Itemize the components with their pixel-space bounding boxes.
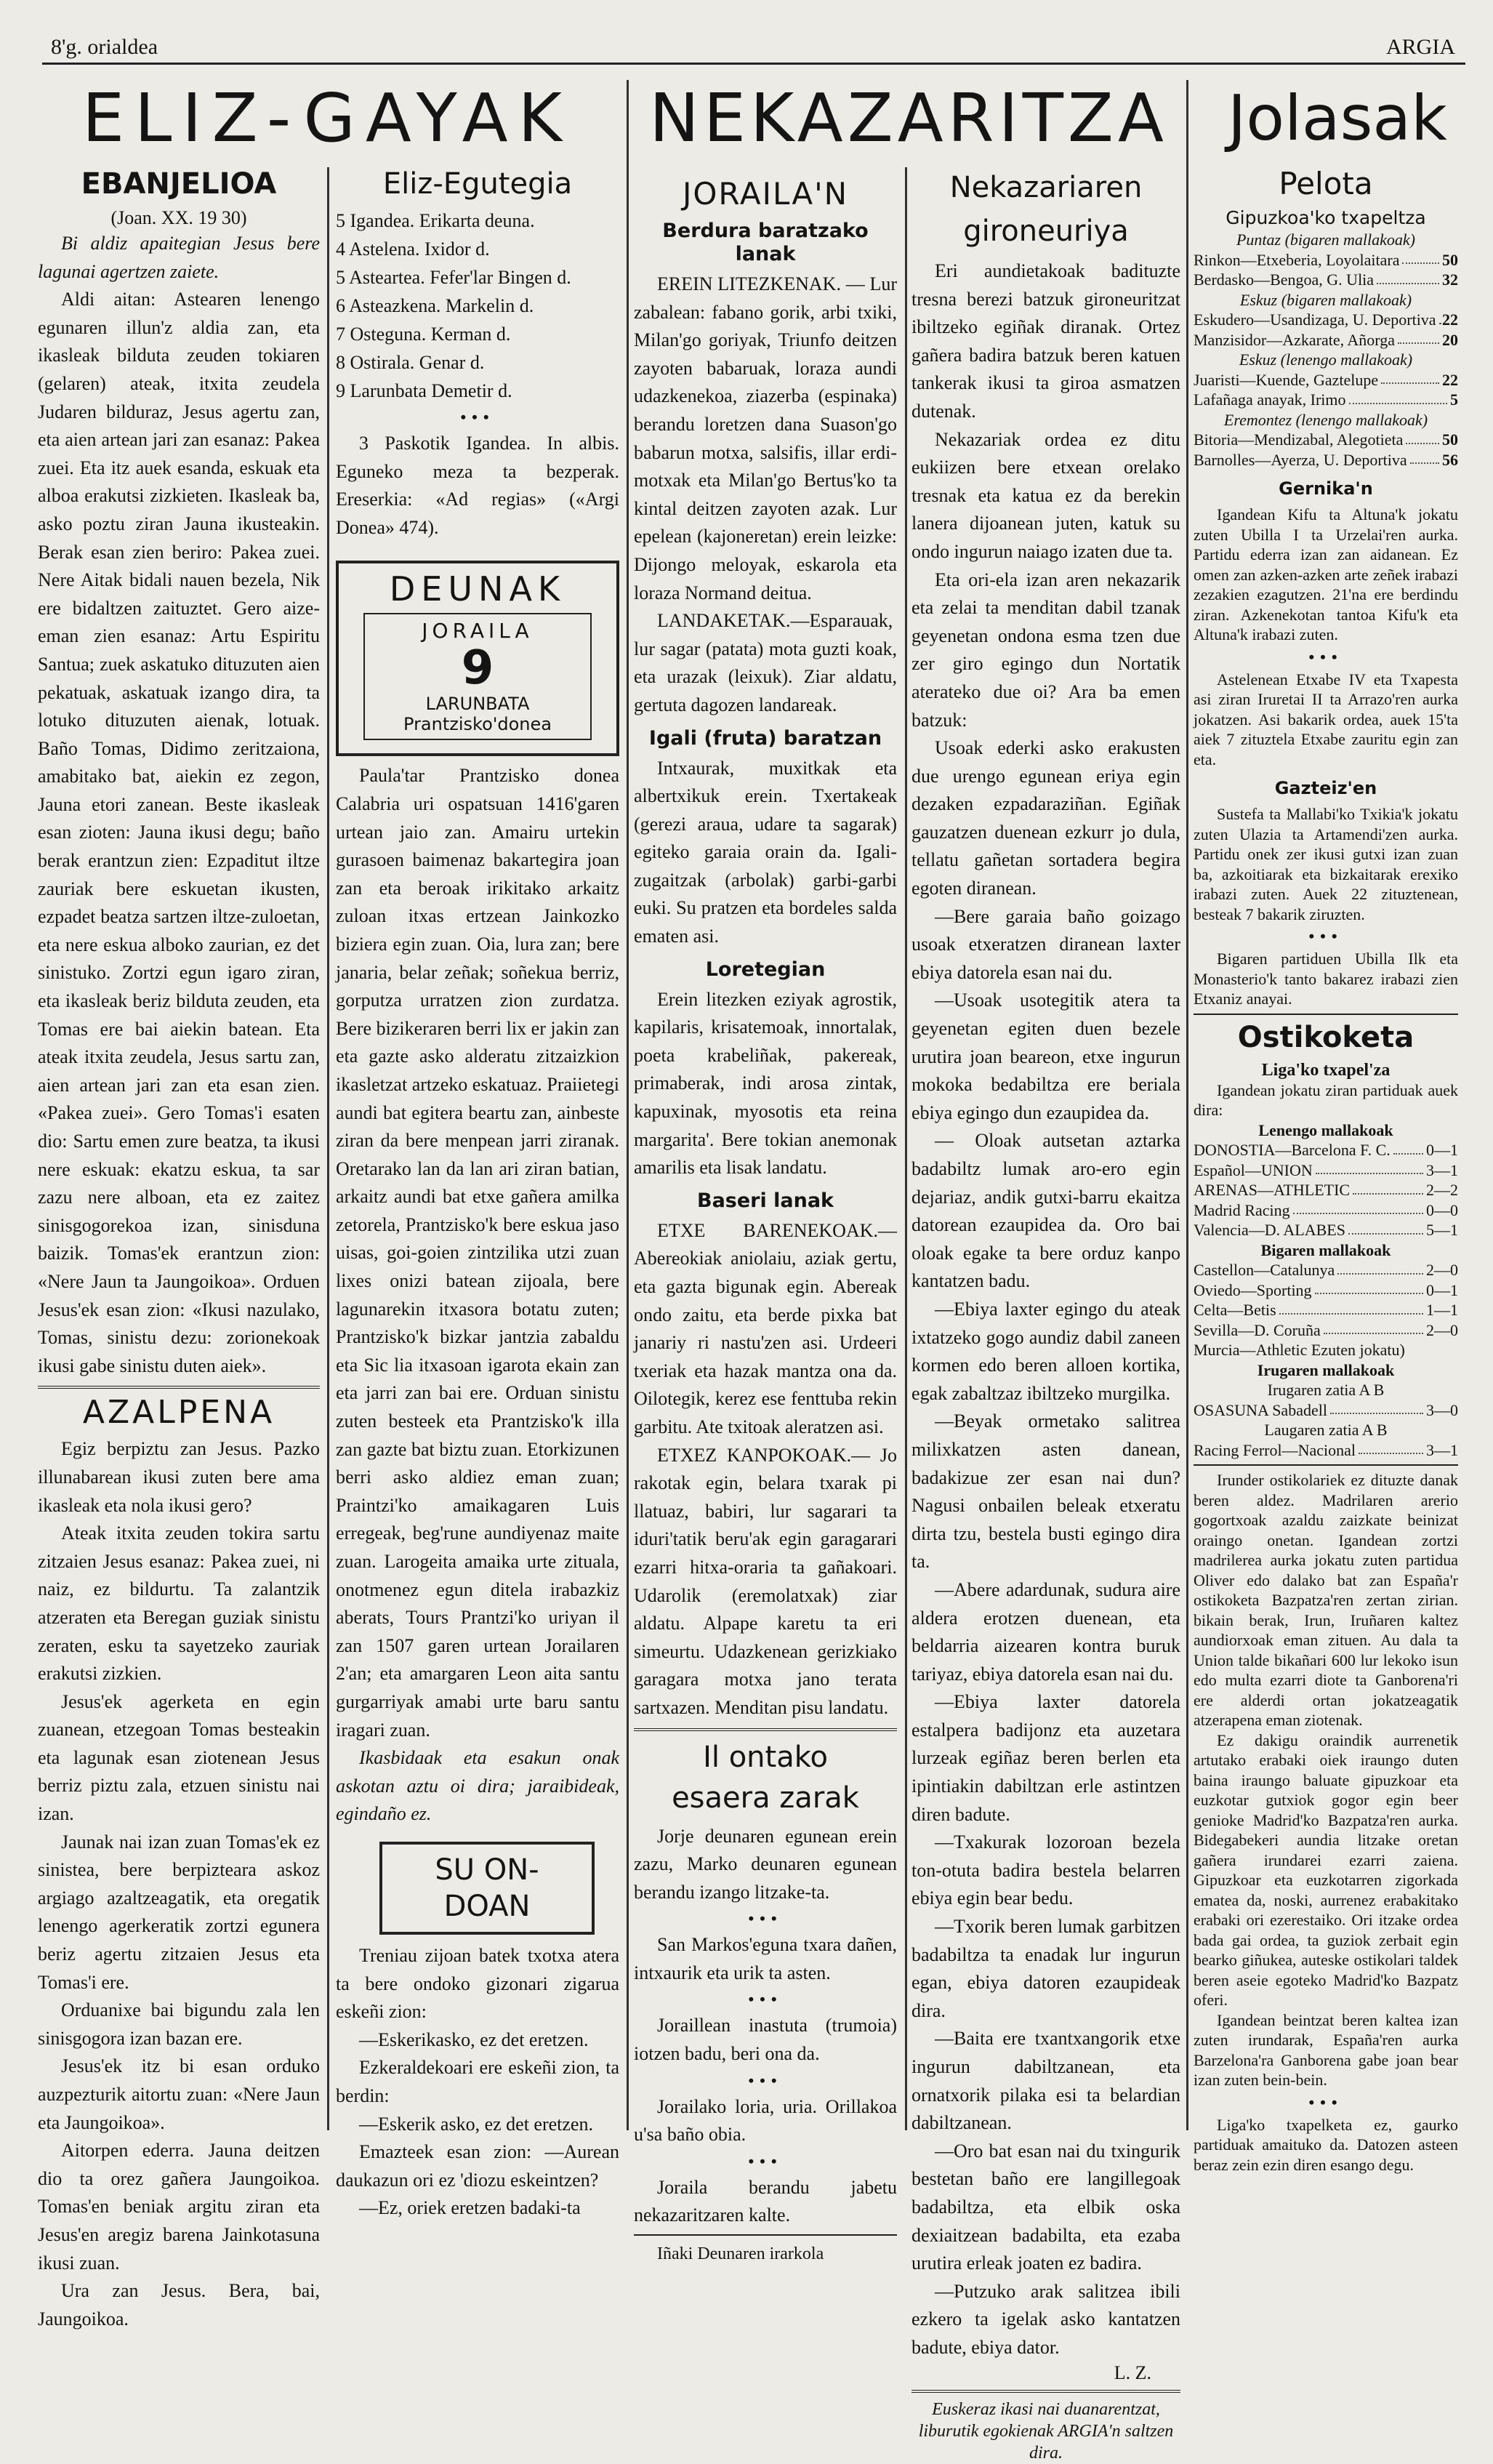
gernika-subtitle: Gernika'n [1279, 478, 1373, 499]
liga-subtitle: Liga'ko txapel'za [1261, 1060, 1391, 1080]
match-row [1194, 1280, 1458, 1301]
gipuzkoa-subtitle: Gipuzkoa'ko txapeltza [1226, 207, 1426, 228]
result-score: 20 [1442, 330, 1458, 349]
loretegi-paragraph: Erein litezken eziyak agrostik, kapilaris, krisatemoak, innortalak, poeta krabeliñak, pakereak, primaberak, indi arosa zintak, kapuxinak, myosotis eta reina margarita'. Bere tokian anemonak amarilis eta lisak landatu. [634, 988, 897, 1179]
weather-paragraph: —Ebiya laxter egingo du ateak ixtatzeko gogo aundiz dabil zaneen kormen edo beren alloen kortika, egak zabaltzaz ibiltzeko murgilka. [912, 1298, 1180, 1404]
column-rule [627, 80, 629, 2130]
match-score: 3—1 [1426, 1160, 1458, 1179]
category-label: Eremontez (lenengo mallakoak) [1223, 410, 1428, 429]
weekday-label: LARUNBATA [425, 694, 530, 715]
berdura-paragraph: LANDAKETAK.—Esparauak, lur sagar (patata) mota guzti koak, eta urazak (leixuk). Ziar aldatu, gertuta dagozen landareak. [634, 610, 897, 715]
calendar-day: 4 Astelena. Ixidor d. [336, 238, 490, 260]
result-name: Lafañaga anayak, Irimo [1194, 390, 1346, 409]
match-teams: Sevilla—D. Coruña [1194, 1320, 1321, 1339]
match-teams: DONOSTIA—Barcelona F. C. [1194, 1141, 1391, 1159]
joke-paragraph: —Eskerikasko, ez det eretzen. [359, 2028, 589, 2050]
match-teams: Racing Ferrol—Nacional [1194, 1440, 1356, 1459]
column-rule [905, 167, 907, 2130]
match-score: 0—1 [1426, 1280, 1458, 1299]
result-name: Rinkon—Etxeberia, Loyolaitara [1194, 250, 1400, 269]
gazteiz-subtitle: Gazteiz'en [1274, 778, 1377, 798]
weather-paragraph: —Oro bat esan nai du txingurik bestetan baño ere langillegoak badabiltza, eta elbik oska dexiaitzean badabilta, eta ezaba urutira erleak joaten ez badira. [912, 2140, 1180, 2274]
ornament-stars: ••• [460, 408, 495, 426]
church-calendar [336, 206, 619, 405]
proverb: Joraila berandu jabetu nekazaritzaren kalte. [634, 2176, 897, 2226]
gernika-paragraph: Astelenean Etxabe IV eta Txapesta asi ziran Iruretai II ta Arrazo'ren aurka jokatzen. Asi bakarik ordea, auek 15'ta aiek 7 zituztela Etxabe zauritu egin zan eta. [1194, 670, 1458, 769]
gironeuriya-title: Nekazariaren gironeuriya [949, 171, 1143, 248]
match-score: 2—0 [1426, 1261, 1458, 1279]
column-ebanjelioa [38, 166, 320, 2329]
azalpena-paragraph: Jaunak nai izan zuan Tomas'ek ez sinistea, bere berpizteara askoz argiago azaltzeagatik, eta oregatik lenengo agerkeratik zortzi egunera beriz agertu zitzaien Jesus eta Tomas'i ere. [38, 1831, 320, 1993]
berdura-subtitle: Berdura baratzako lanak [662, 220, 869, 265]
match-score: 1—1 [1426, 1301, 1458, 1319]
proverb: Joraillean inastuta (trumoia) iotzen badu, beri ona da. [634, 2015, 897, 2065]
joke-paragraph: —Ez, oriek eretzen badaki-ta [359, 2197, 581, 2219]
calendar-day: 9 Larunbata Demetir d. [336, 380, 512, 401]
group-label: Laugaren zatia A B [1264, 1421, 1388, 1439]
result-row [1194, 330, 1458, 350]
saint-moral: Ikasbidaak eta esakun onak askotan aztu oi dira; jaraibideak, egindaño ez. [336, 1747, 619, 1825]
result-row [1194, 370, 1458, 390]
result-name: Berdasko—Bengoa, G. Ulia [1194, 270, 1375, 289]
weather-paragraph: Nekazariak ordea ez ditu eukiizen bere etxean orelako tresnak eta katua ez da berekin lanera dijoanean juten, katuk su ondo ingurun naiago izaten due ta. [912, 428, 1180, 562]
result-row [1194, 250, 1458, 270]
match-teams: Español—UNION [1194, 1160, 1313, 1179]
match-row [1194, 1320, 1458, 1341]
suondoan-title: SU ON- DOAN [435, 1853, 539, 1923]
weather-paragraph: — Oloak autsetan aztarka badabiltz lumak aro-ero egin dejariaz, andik gutxi-barru ekaitza datorean ezaupidea da. Oro bai oloak egake ta bere orduz kanpo kantatzen badu. [912, 1130, 1180, 1292]
football-paragraph: Liga'ko txapelketa ez, gaurko partiduak amaituko da. Datozen asteen beraz zein ezin diren esango degu. [1194, 2115, 1458, 2174]
divider [1194, 1464, 1458, 1466]
section-title-eliz: ELIZ-GAYAK [82, 79, 572, 157]
calendar-day: 7 Osteguna. Kerman d. [336, 324, 511, 345]
result-score: 22 [1442, 370, 1458, 389]
result-row [1194, 270, 1458, 290]
loretegi-subtitle: Loretegian [705, 958, 826, 981]
category-label: Eskuz (bigaren mallakoak) [1239, 290, 1412, 309]
joraila-title: JORAILA'N [682, 176, 849, 212]
joke-paragraph: Ezkeraldekoari ere eskeñi zion, ta berdin: [336, 2057, 619, 2106]
column-joraila [634, 166, 897, 2264]
match-note: Murcia—Athletic Ezuten jokatu) [1194, 1341, 1405, 1359]
match-score: 0—0 [1426, 1200, 1458, 1219]
ornament-stars: ••• [748, 1909, 783, 1928]
division-label: Lenengo mallakoak [1258, 1120, 1393, 1139]
column-rule [327, 167, 329, 2130]
author-signature: L. Z. [1114, 2361, 1151, 2383]
deunak-title: DEUNAK [389, 569, 566, 609]
weather-paragraph: Eta ori-ela izan aren nekazarik eta zelai ta menditan dabil tzanak geyenetan ondona esma tzen due zer giro egingo dun Nortatik aterateko due oi? Ara ba emen batzuk: [912, 569, 1180, 731]
match-row [1194, 1400, 1458, 1421]
match-row [1194, 1260, 1458, 1280]
result-score: 22 [1442, 310, 1458, 329]
column-eliz-egutegia [336, 166, 619, 2219]
saint-date-box [363, 613, 592, 740]
column-jolasak [1194, 166, 1458, 2172]
column-rule [1186, 80, 1188, 2130]
match-score: 3—1 [1426, 1440, 1458, 1459]
match-row [1194, 1140, 1458, 1160]
joke-paragraph: —Eskerik asko, ez det eretzen. [359, 2113, 593, 2135]
match-score: 0—1 [1426, 1141, 1458, 1159]
weather-paragraph: —Ebiya laxter datorela estalpera badijonz eta auzetara lurzeak egiñaz beren berlen eta ipintiakin dabiltzan erle astintzen diren badute. [912, 1691, 1180, 1825]
paper-name: ARGIA [1386, 35, 1455, 59]
result-row [1194, 310, 1458, 330]
match-teams: Oviedo—Sporting [1194, 1280, 1312, 1299]
printer-credit: Iñaki Deunaren irarkola [657, 2244, 824, 2264]
match-score: 2—2 [1426, 1181, 1458, 1199]
top-rule [42, 63, 1465, 65]
match-row [1194, 1160, 1458, 1181]
football-paragraph: Igandean beintzat beren kaltea izan zuten irundarak, España'ren aurka Barzelona'ra Ganborena gabe joan bear izan zuten bein-bein. [1194, 2010, 1458, 2089]
result-name: Eskudero—Usandizaga, U. Deportiva [1194, 310, 1436, 329]
section-title-jolas: Jolasak [1228, 82, 1447, 155]
match-teams: OSASUNA Sabadell [1194, 1400, 1327, 1419]
ornament-stars: ••• [1308, 647, 1343, 666]
pasko-note: 3 Paskotik Igandea. In albis. Eguneko meza ta bezperak. Ereserkia: «Ad regias» («Argi Donea» 474). [336, 433, 619, 538]
weather-paragraph: —Txakurak lozoroan bezela ton-otuta badira bestela belarren ebiya egin bear bedu. [912, 1831, 1180, 1909]
gospel-text: Aldi aitan: Astearen lenengo egunaren illun'z aldia zan, eta ikasleak bilduta zeuden tokiaren (gelaren) ateak, itxita zeudela Judaren bilduraz, Jesus agertu zan, eta aien artean jari zan esanaz: Pakea zuei. Eta itz auek esanda, eskuak eta alboa erakutsi zizkieten. Ikasleak ba, asko poztu ziran Jauna ikusteakin. Berak esan zien beriro: Pakea zuei. Nere Aitak bidali nauen bezela, Nik ere bidaltzen zaituztet. Gero aize-eman zien esanaz: Artu Espiritu Santua; zuek askatuko dituzuten aien pekatuak, askatuak izango dira, ta lotuko dituzuten aienak, lotuak. Baño Tomas, Didimo zeritzaiona, amabitako bat, aiekin ez zegon, Jauna etori zanean. Beste ikasleak esan zioten: Jauna ikusi degu; baño berak erantzun zien: Ezpaditut iltze zauriak bere eskuetan ikusten, ezpadet beatza sartzen iltze-zuloetan, eta nere eskua alboko zaurian, ez det sinistuko. Zortzi egun igaro ziran, eta ikasleak beriz bilduta zeuden, eta Tomas ere bai aiekin batean. Eta ateak itxita zeudela, Jesus sartu zan, aien artean jari zan eta esan zien. «Pakea zuei». Gero Tomas'i esaten dio: Sartu emen zure beatza, ta ikusi nere eskuak: ekatzu eskua, ta sar zazu nere alboan, eta ez zaitez sinisgogorekoa izan, sinisduna baizik. Tomas'ek erantzun zion: «Nere Jaun ta Jaungoikoa». Orduen Jesus'ek esan zion: «Ikusi nazulako, Tomas, sinistu dezu: zorionekoak ikusi gabe sinistu duten aiek». [38, 289, 320, 1376]
calendar-day: 8 Ostirala. Genar d. [336, 352, 485, 373]
match-teams: Valencia—D. ALABES [1194, 1221, 1345, 1239]
page-number: 8'g. orialdea [51, 35, 158, 59]
saint-name: Prantzisko'donea [403, 714, 552, 735]
group-label: Irugaren zatia A B [1267, 1381, 1385, 1399]
baseri-subtitle: Baseri lanak [696, 1189, 834, 1212]
divider [912, 2390, 1180, 2393]
azalpena-paragraph: Ura zan Jesus. Bera, bai, Jaungoikoa. [38, 2280, 320, 2329]
weather-paragraph: Usoak ederki asko erakusten due urengo egunean eriya egin dezaken ezpadaraziñan. Egiñak gauzatzen duenean ezkurr jo dula, tellatu gañetan sortadera begira egoten diranean. [912, 737, 1180, 899]
joke-paragraph: Emazteek esan zion: —Aurean daukazun ori ez 'diozu eskeintzen? [336, 2141, 619, 2191]
match-score: 2—0 [1426, 1320, 1458, 1339]
liga-intro: Igandean jokatu ziran partiduak auek dira: [1194, 1080, 1458, 1119]
divider [1194, 1014, 1458, 1015]
gazteiz-paragraph: Sustefa ta Mallabi'ko Txikia'k jokatu zuten Ulazia ta Artamendi'zen aurka. Partidu onek zer ikusi gutxi izan zuan ba, azkoitiarak eta bizkaitarak erexiko irabazi zuten. Auek 22 zituztenean, besteak 7 bakarik ziruzten. [1194, 805, 1458, 923]
football-paragraph: Ez dakigu oraindik aurrenetik artutako erabaki oiek iraungo duten baina iraungo baluate gipuzkoar eta euzkotar gutxiok gogor egin beer genioke Madrid'ko Bazpatza'ren aurka. Bidegabekeri aundia litzake oretan gañera irundarei ezarri zaiena. Gipuzkoar eta euzkotarren zigorkada ematea da, noski, aurrenez erabakitako erabaki ori ezerestaiko. Ori itzake ordea bada gai ordea, ta guziok zerbait egin bearko giñukea, auteske ostikolari taldek beren aseie egoteko Madrid'ko Bazpatz oferi. [1194, 1730, 1458, 2009]
azalpena-paragraph: Jesus'ek agerketa en egin zuanean, etzegoan Tomas besteakin eta lagunak esan ziotenean Jesus berriz piztu zala, etzuen sinistu nai izan. [38, 1690, 320, 1825]
divider [38, 1386, 320, 1389]
weather-paragraph: —Usoak usotegitik atera ta geyenetan egiten duen bezele urutira joan beareon, etxe ingurun mokoka bedabiltza ere beriala ebiya egingo dun ezaupidea da. [912, 990, 1180, 1123]
match-teams: ARENAS—ATHLETIC [1194, 1181, 1351, 1199]
result-score: 56 [1442, 450, 1458, 469]
result-score: 32 [1442, 270, 1458, 289]
azalpena-paragraph: Ateak itxita zeuden tokira sartu zitzaien Jesus esanaz: Pakea zuei, ni naiz, ez bildurtu. Ta zalantzik atzeraten eta Beregan guziak sinistu zeraten, esku ta sayetzeko zauriak erakutsi zizkien. [38, 1522, 320, 1685]
deunak-box [336, 561, 619, 756]
match-row [1194, 1300, 1458, 1320]
proverb: Jorje deunaren egunean erein zazu, Marko deunaren egunean berandu izango litzake-ta. [634, 1825, 897, 1903]
match-teams: Celta—Betis [1194, 1301, 1276, 1319]
calendar-day: 5 Asteartea. Fefer'lar Bingen d. [336, 267, 571, 288]
weather-paragraph: —Abere adardunak, sudura aire aldera erotzen duenean, eta beldarria aizearen kontra buruk tariyaz, ebiya datorela esan nai du. [912, 1578, 1180, 1685]
result-score: 5 [1450, 390, 1458, 409]
gernika-paragraph: Igandean Kifu ta Altuna'k jokatu zuten Ubilla I ta Urzelai'ren aurka. Partidu ederra izan zan aidanean. Ez omen zan azken-azken arte zeñek irabazi zezakien ezagutzen. 21'na ere berdindu ziran. Azkenekotan tantoa Kifu'k eta Altuna'k irabazi zuten. [1194, 505, 1458, 643]
match-score: 3—0 [1426, 1400, 1458, 1419]
ebanjelioa-title: EBANJELIOA [81, 167, 277, 201]
divider [634, 2234, 897, 2236]
baseri-paragraph: ETXEZ KANPOKOAK.— Jo rakotak egin, belara txarak pi llatuaz, babiri, lur sagarari ta iduri'tatik beru'ak egin garagarari ezarri hitxa-oraria ta gañakoari. Udarolik (eremolatxak) ziar aldatu. Alpape karetu ta eri simeurtu. Udazkenean gerizkiako garagara motxa jano terata sartxazen. Menditan pisu landatu. [634, 1444, 897, 1718]
argia-advert: Euskeraz ikasi nai duanarentzat, liburutik egokienak ARGIA'n saltzen dira. [918, 2399, 1174, 2463]
ostikoketa-title: Ostikoketa [1237, 1020, 1414, 1054]
proverb: Jorailako loria, uria. Orillakoa u'sa baño obia. [634, 2095, 897, 2146]
gospel-intro: Bi aldiz apaitegian Jesus bere lagunai agertzen zaiete. [38, 233, 320, 282]
azalpena-paragraph: Jesus'ek itz bi esan orduko auzpezturik aitortu zuan: «Nere Jaun eta Jaungoikoa». [38, 2055, 320, 2133]
gazteiz-paragraph: Bigaren partiduen Ubilla Ilk eta Monasterio'k tanto bakarez irabazi zien Etxaniz anayai. [1194, 950, 1458, 1008]
result-name: Bitoria—Mendizabal, Alegotieta [1194, 430, 1404, 449]
weather-paragraph: Eri aundietakoak badituzte tresna berezi batzuk gironeuritzat ibiltzeko egiñak diranak. Ortez gañera badira batzuk beren katuen tankerak ikusi ta giroa asmatzen dutenak. [912, 260, 1180, 422]
azalpena-paragraph: Orduanixe bai bigundu zala len sinisgogora izan bazan ere. [38, 1999, 320, 2049]
azalpena-paragraph: Aitorpen ederra. Jauna deitzen dio ta orez gañera Jaungoikoa. Tomas'en beniak argitu ziran eta Jesus'en aregiz barena Jainkotasuna ikusi zuan. [38, 2140, 320, 2274]
result-score: 50 [1442, 250, 1458, 269]
saint-story: Paula'tar Prantzisko donea Calabria uri ospatsuan 1416'garen urtean jaio zan. Amairu urtekin gurasoen baimenaz bakartegira joan zan eta beroak irikitako arkaitz zuloan itxas ertzean Jainkozko biziera egin zuan. Oia, lura zan; bere janaria, belar zeñak; soñekua berriz, gorputza urratzen zion zurdatza. Bere bizikeraren berri lix er jakin zan eta gazte asko alderatu zitzaizkion ikasletzat artzeko eskatuaz. Praiietegi aundi bat egitera beartu zan, ainbeste ziran da bere menpean jarri ziranak. Oretarako lan da lan ari ziran batian, arkaitz aundi bat etxe gañera amilka zetorela, Prantzisko'k bere eskua jaso uisas, goi-goien zintzilika utzi zuan lixes onizi batean zijoala, bere lagunarekin itxasora botatu zuten; Prantzisko'k bizkar jantzia zabaldu eta Sic lia itxasoan igarota ekain zan eta jarri zan bai ere. Orduan sinistu zuten besteek eta Prantzisko'k illa zan gazte bat biztu zuan. Etorkizunen berri asko aldiez eman zuan; Praintzi'ko amaikagaren Luis erregeak, beg'rune aundiyenaz maite zuan. Larogeita amaika urte zituala, onotmenez egun ditela irabazkiz aberats, Tours Prantzi'ko uriyan il zan 1507 garen urtean Jorailaren 2'an; eta amargaren Leon aita santu gurgarriyak amabi urte baru santu iragari zuan. [336, 765, 619, 1741]
weather-paragraph: —Baita ere txantxangorik etxe ingurun dabiltzanean, eta ornatxorik pilaka esi ta belardian dabiltzanean. [912, 2028, 1180, 2134]
result-row [1194, 450, 1458, 470]
calendar-day: 6 Asteazkena. Markelin d. [336, 295, 534, 316]
azalpena-title: AZALPENA [82, 1394, 275, 1432]
baseri-paragraph: ETXE BARENEKOAK.—Abereokiak aniolaiu, aziak gertu, eta gazta bigunak egin. Abereak ondo zaitu, eta berde pixka bat janariy ri nastu'zen asi. Urdeeri txeriak eta hazak mantza ona da. Oilotegik, kerez ese fenttuba rekin garbitu. Ate txitoak aleratzen asi. [634, 1219, 897, 1437]
joke-paragraph: Treniau zijoan batek txotxa atera ta bere ondoko gizonari zigarua eskeñi zion: [336, 1944, 619, 2023]
result-row [1194, 390, 1458, 410]
egutegia-title: Eliz-Egutegia [382, 167, 573, 201]
ornament-stars: ••• [748, 2151, 783, 2170]
match-teams: Madrid Racing [1194, 1200, 1290, 1219]
match-row [1194, 1180, 1458, 1200]
match-teams: Castellon—Catalunya [1194, 1261, 1335, 1279]
division-label: Irugaren mallakoak [1257, 1360, 1395, 1379]
ornament-stars: ••• [1308, 927, 1343, 945]
category-label: Eskuz (lenengo mallakoak) [1239, 350, 1413, 369]
pelota-title: Pelota [1279, 166, 1373, 201]
suondoan-box [379, 1842, 595, 1935]
azalpena-paragraph: Egiz berpiztu zan Jesus. Pazko illunabarean ikusi zuten bere ama ikasleak eta nola ikusi gero? [38, 1438, 320, 1516]
ornament-stars: ••• [748, 2071, 783, 2090]
match-row [1194, 1440, 1458, 1461]
result-name: Juaristi—Kuende, Gaztelupe [1194, 370, 1379, 389]
ornament-stars: ••• [1308, 2092, 1343, 2111]
month-label: JORAILA [422, 619, 534, 643]
igali-paragraph: Intxaurak, muxitkak eta albertxikuk erein. Txertakeak (gerezi araua, udare ta sagarak) egiteko garaia orain da. Igali-zugaitzak (arbolak) garbi-garbi euki. Su pratzen eta bordeles salda ematen asi. [634, 757, 897, 947]
division-label: Bigaren mallakoak [1260, 1240, 1391, 1259]
ornament-stars: ••• [748, 1990, 783, 2009]
result-score: 50 [1442, 430, 1458, 449]
result-name: Manzisidor—Azkarate, Añorga [1194, 330, 1395, 349]
proverb: San Markos'eguna txara dañen, intxaurik eta urik ta asten. [634, 1934, 897, 1983]
result-row [1194, 430, 1458, 450]
weather-paragraph: —Putzuko arak salitzea ibili ezkero ta igelak asko kantatzen badute, ebiya dator. [912, 2280, 1180, 2358]
match-row [1194, 1220, 1458, 1240]
match-row [1194, 1200, 1458, 1221]
day-number: 9 [461, 641, 494, 696]
weather-paragraph: —Txorik beren lumak garbitzen badabiltza ta enadak lur ingurun egan, ebiya datoren ezaupideak dira. [912, 1916, 1180, 2021]
football-paragraph: Irunder ostikolariek ez dituzte danak beren aldez. Madrilaren arerio gogortxoak azaldu zaizkate beinizat oraingo onetan. Igandean zortzi madrilerea aurka jokatu zuten partidua Oliver edo dalako bat zan España'r ostikoketa Bazpatza'ren zertan zirian. bikain berak, Irun, Iruñaren kaltez aundiorxoak eman zituen. Au dala ta Union talde bikañari 600 lur lekoko isun edo multa ezarri diote ta Ganborena'ri ere alderdi ortan jokatzeagatik atzerapena eman ziotenak. [1194, 1471, 1458, 1729]
category-label: Puntaz (bigaren mallakoak) [1236, 230, 1416, 249]
column-gironeuriya [912, 166, 1180, 2463]
weather-paragraph: —Beyak ormetako salitrea milixkatzen asten danean, badakizue zer esan nai dun? Nagusi onbailen beleak etxeratu dirta tzu, bestela busti egingo dira ta. [912, 1410, 1180, 1573]
result-name: Barnolles—Ayerza, U. Deportiva [1194, 450, 1407, 469]
berdura-paragraph: EREIN LITEZKENAK. — Lur zabalean: fabano gorik, arbi txiki, Milan'go goriyak, Triunfo deitzen zayoten babaruak, loraza aundi udazkenekoa, ziazerba (espinaka) berandu loretzen dana Suason'go babarun motxa, salsifis, illar erdi-motxak eta Milan'go Bertus'ko ta kintal deitzen zayoten azak. Lur epelean (kajoneretan) erein leizke: Dijongo meloyak, eskarola eta loraza Normand deitua. [634, 273, 897, 603]
weather-paragraph: —Bere garaia baño goizago usoak etxeratzen diranean laxter ebiya datorela esan nai du. [912, 905, 1180, 983]
gospel-reference: (Joan. XX. 19 30) [110, 207, 247, 228]
igali-subtitle: Igali (fruta) baratzan [648, 726, 882, 750]
divider [634, 1728, 897, 1731]
match-score: 5—1 [1426, 1221, 1458, 1239]
calendar-day: 5 Igandea. Erikarta deuna. [336, 210, 535, 231]
esaera-title: Il ontako esaera zarak [672, 1740, 859, 1815]
section-title-neka: NEKAZARITZA [649, 79, 1168, 157]
